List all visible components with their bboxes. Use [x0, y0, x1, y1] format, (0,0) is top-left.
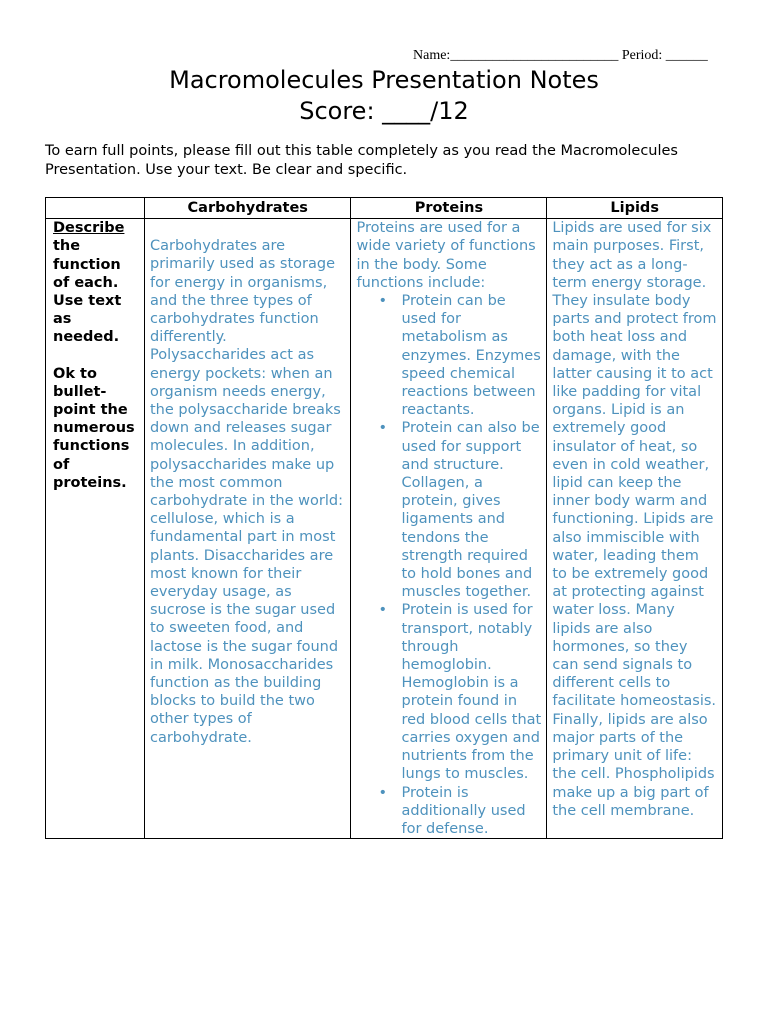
list-item: [356, 292, 541, 419]
bullet-icon: •: [378, 293, 388, 310]
bullet-text: Protein can also be used for support and structure. Collagen, a protein, gives ligaments and tendons the strength required to hold bones and muscles together.: [401, 420, 540, 601]
bullet-icon: •: [378, 420, 388, 437]
bullet-text: Protein can be used for metabolism as enzymes. Enzymes speed chemical reactions between reactants.: [401, 293, 541, 419]
header-lipids: Lipids: [547, 198, 723, 219]
period-field[interactable]: Period: ______: [621, 48, 708, 63]
bullet-icon: •: [378, 784, 388, 801]
header-carbohydrates: Carbohydrates: [144, 198, 351, 219]
table-header-row: [46, 198, 723, 219]
proteins-answer[interactable]: [351, 219, 547, 839]
proteins-intro: Proteins are used for a wide variety of functions in the body. Some functions include:: [356, 220, 536, 291]
instructions: To earn full points, please fill out this table completely as you read the Macromolecules Presentation. Use your text. Be clear and specific.: [45, 143, 678, 178]
header-proteins: Proteins: [351, 198, 547, 219]
prompt-note: Ok to bullet-point the numerous functions of proteins.: [53, 365, 135, 491]
prompt-keyword: Describe: [53, 220, 125, 237]
name-field[interactable]: Name:________________________: [413, 48, 619, 63]
list-item: [356, 784, 541, 839]
name-period-line: [413, 48, 708, 64]
prompt-cell: [46, 219, 145, 839]
bullet-icon: •: [378, 602, 388, 619]
list-item: [356, 419, 541, 601]
notes-table: [45, 197, 723, 839]
prompt-text: the function of each. Use text as needed.: [53, 238, 122, 346]
lipids-answer[interactable]: Lipids are used for six main purposes. First, they act as a long-term energy storage. They insulate body parts and protect from both heat loss and damage, with the latter causing it to act like padding for vital organs. Lipid is an extremely good insulator of heat, so even in cold weather, lipid can keep the inner body warm and functioning. Lipids are also immiscible with water, leading them to be extremely good at protecting against water loss. Many lipids are also hormones, so they can send signals to different cells to facilitate homeostasis. Finally, lipids are also major parts of the primary unit of life: the cell. Phospholipids make up a big part of the cell membrane.: [547, 219, 723, 839]
bullet-text: Protein is used for transport, notably through hemoglobin. Hemoglobin is a protein found in red blood cells that carries oxygen and nutrients from the lungs to muscles.: [401, 602, 542, 783]
proteins-bullet-list: [356, 292, 541, 838]
header-blank: [46, 198, 145, 219]
list-item: [356, 601, 541, 783]
score-line: Score: ____/12: [299, 97, 469, 125]
carbohydrates-answer[interactable]: Carbohydrates are primarily used as storage for energy in organisms, and the three types of carbohydrates function differently. Polysaccharides act as energy pockets: when an organism needs energy, the polysaccharide breaks down and releases sugar molecules. In addition, polysaccharides make up the most common carbohydrate in the world: cellulose, which is a fundamental part in most plants. Disaccharides are most known for their everyday usage, as sucrose is the sugar used to sweeten food, and lactose is the sugar found in milk. Monosaccharides function as the building blocks to build the two other types of carbohydrate.: [144, 219, 351, 839]
table-row: [46, 219, 723, 839]
bullet-text: Protein is additionally used for defense.: [401, 784, 526, 837]
page-title: Macromolecules Presentation Notes: [169, 66, 599, 94]
prompt-spacer: [53, 347, 140, 365]
